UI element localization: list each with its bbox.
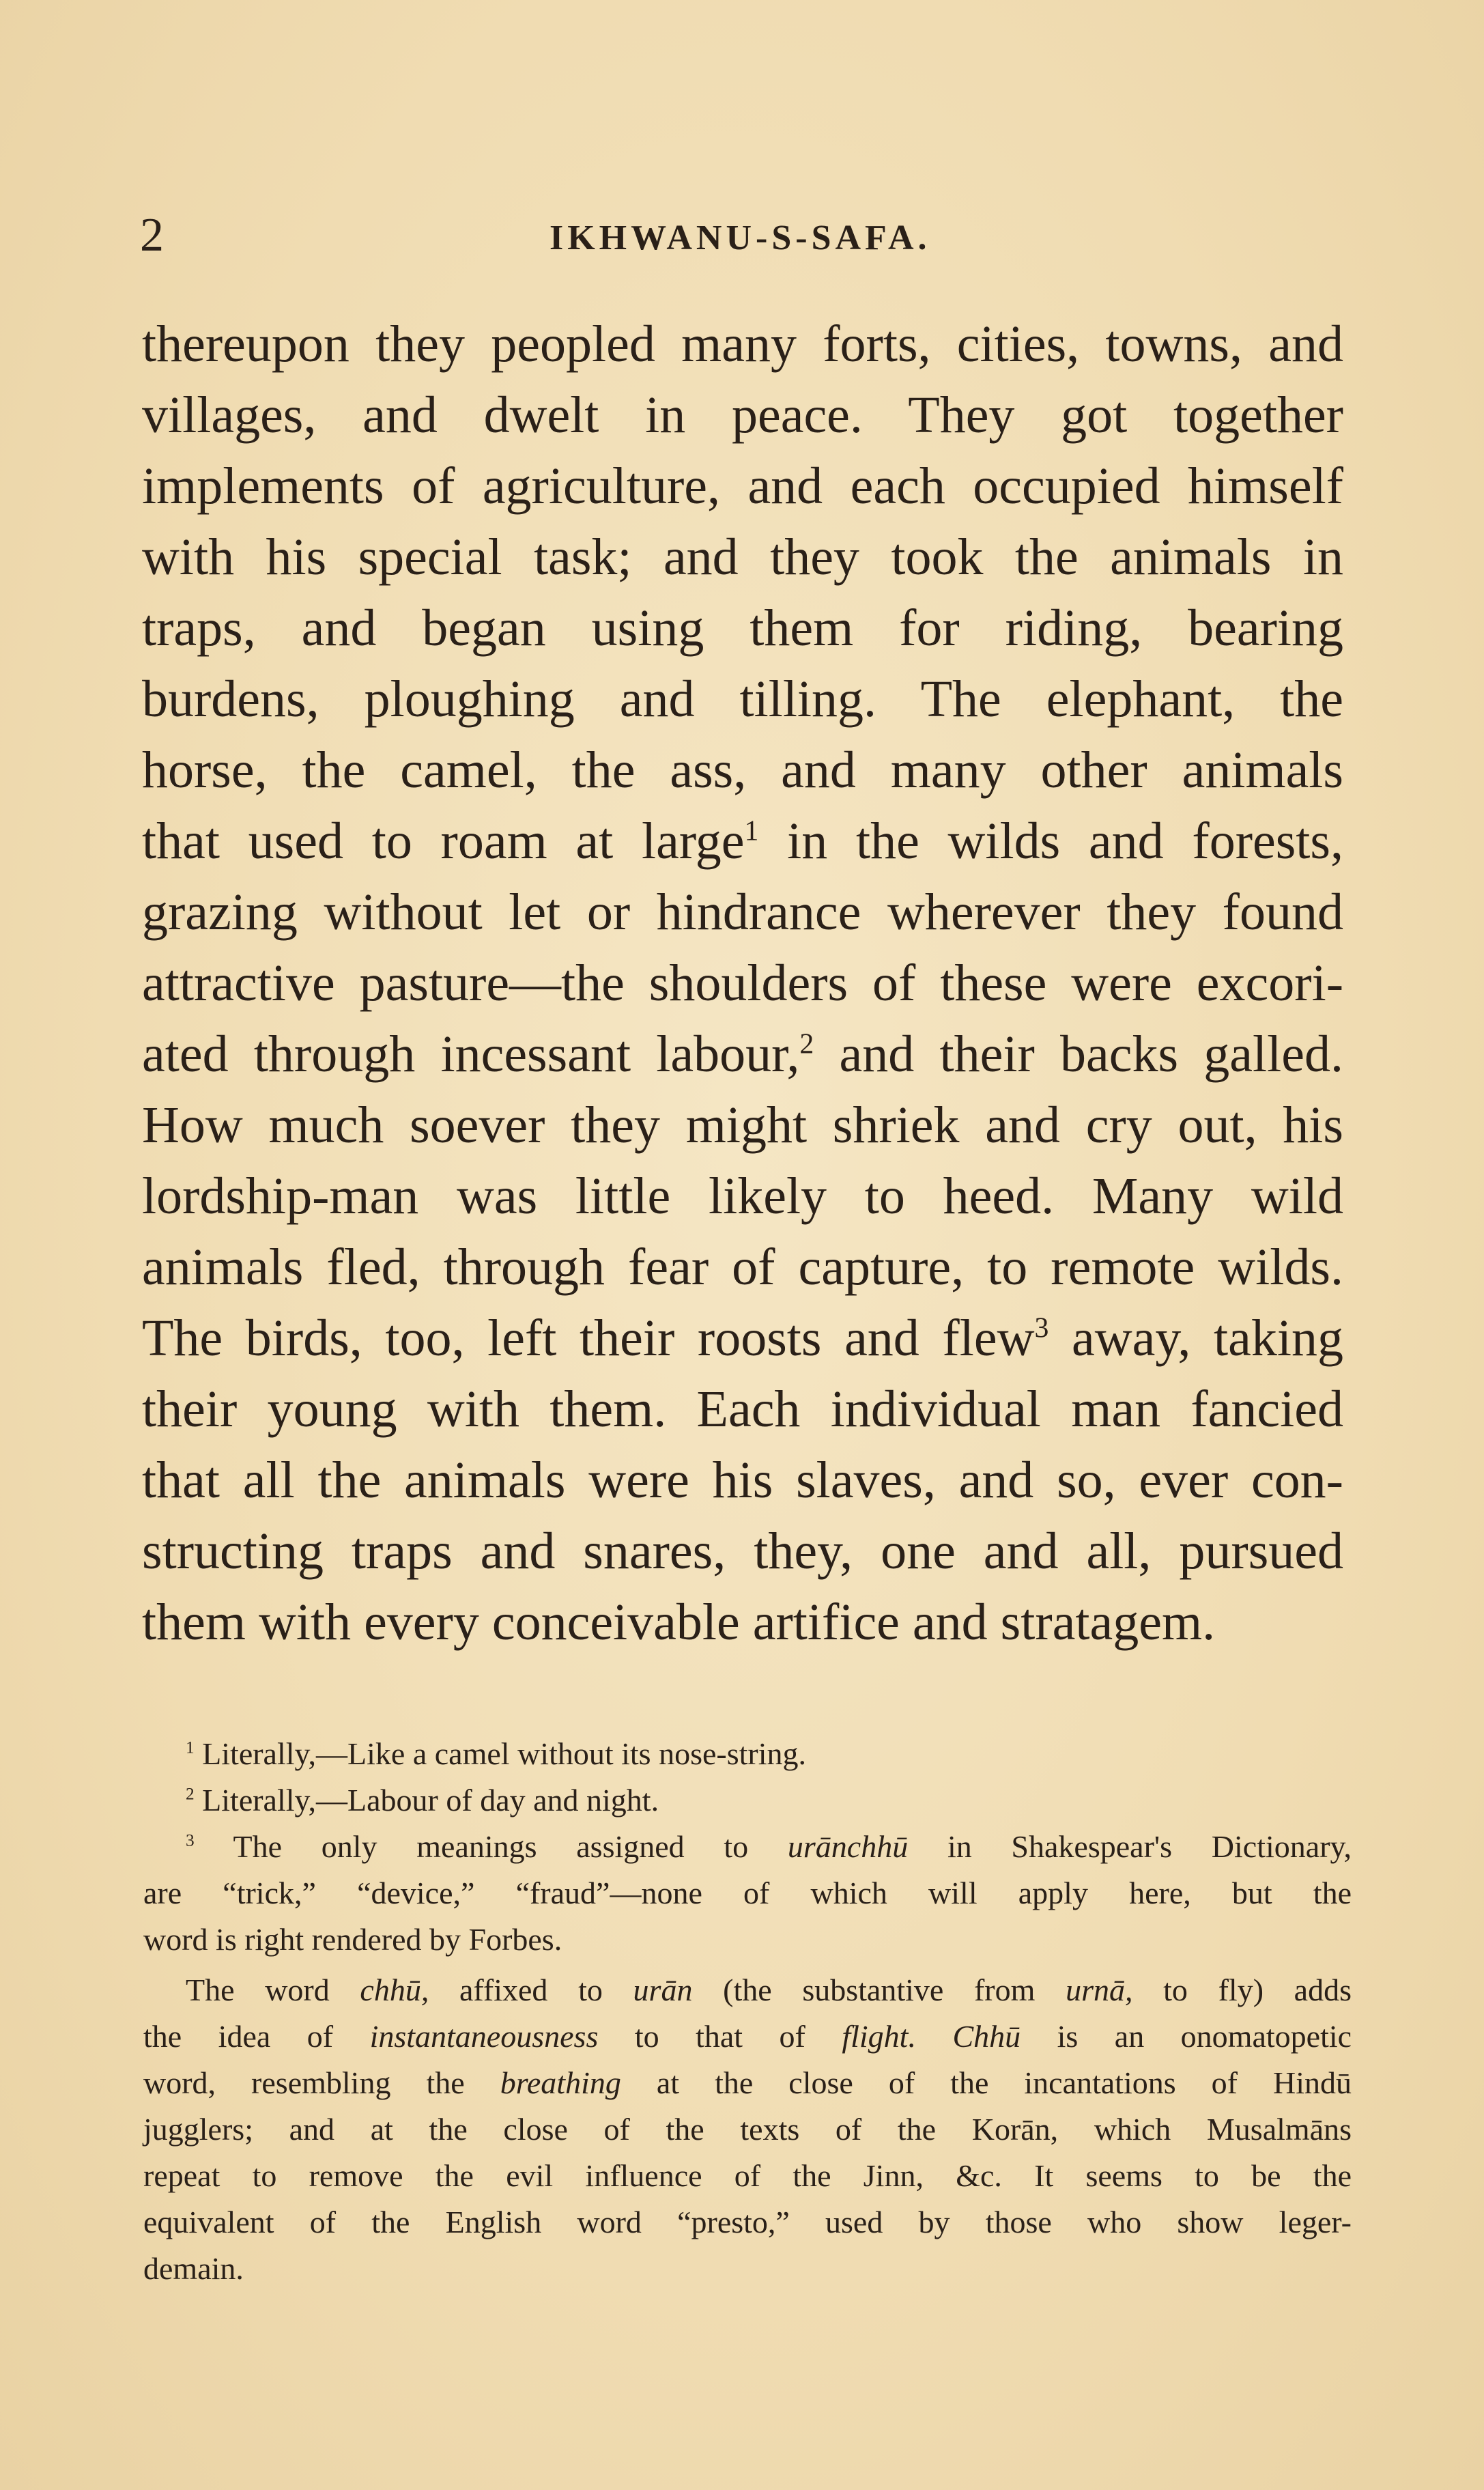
text-segment: in the wilds and forests, bbox=[787, 812, 1343, 870]
footnote-3-line bbox=[143, 1824, 1352, 1870]
text-line: lordship-man was little likely to heed. Many wild bbox=[142, 1168, 1343, 1225]
footnote-3-para2-line bbox=[143, 1967, 1352, 2013]
footnote-marker-2: 2 bbox=[186, 1784, 195, 1804]
footnote-text: the idea of bbox=[143, 2019, 334, 2054]
footnotes bbox=[143, 1731, 1352, 2292]
text-line: How much soever they might shriek and cry out, his bbox=[142, 1097, 1343, 1154]
running-title: IKHWANU-S-SAFA. bbox=[550, 218, 931, 257]
text-line: with his special task; and they took the animals in bbox=[142, 528, 1343, 586]
text-line-with-footnote-ref bbox=[142, 1019, 1343, 1090]
text-line: animals fled, through fear of capture, to remote wilds. bbox=[142, 1239, 1343, 1296]
footnote-3-para2-line: demain. bbox=[143, 2251, 244, 2286]
footnote-ref-2: 2 bbox=[799, 1028, 814, 1060]
text-line: burdens, ploughing and tilling. The elephant, the bbox=[142, 670, 1343, 728]
footnote-3-para2-line: jugglers; and at the close of the texts of the Korān, which Musalmāns bbox=[143, 2112, 1352, 2147]
text-line: villages, and dwelt in peace. They got together bbox=[142, 386, 1343, 444]
text-segment: and their backs galled. bbox=[839, 1025, 1343, 1083]
footnote-3-para2-line bbox=[143, 2013, 1352, 2060]
footnote-3-line: are “trick,” “device,” “fraud”—none of which will apply here, but the bbox=[143, 1876, 1352, 1910]
footnote-3-line: word is right rendered by Forbes. bbox=[143, 1922, 562, 1957]
footnote-text: The word bbox=[186, 1972, 330, 2007]
footnote-term: urānchhū bbox=[787, 1829, 909, 1864]
footnote-text: Literally,—Labour of day and night. bbox=[202, 1783, 659, 1817]
footnote-term: instantaneousness bbox=[369, 2019, 599, 2054]
text-line: that all the animals were his slaves, and so, ever con- bbox=[142, 1452, 1343, 1509]
text-segment: ated through incessant labour, bbox=[142, 1025, 800, 1083]
footnote-1 bbox=[143, 1731, 1352, 1777]
footnote-term: urnā, bbox=[1066, 1972, 1133, 2007]
text-line-with-footnote-ref bbox=[142, 1303, 1343, 1374]
text-line: attractive pasture—the shoulders of these were excori- bbox=[142, 954, 1343, 1012]
footnote-text: to fly) adds bbox=[1163, 1972, 1352, 2007]
footnote-term: Chhū bbox=[952, 2019, 1021, 2054]
text-line: thereupon they peopled many forts, cities, towns, and bbox=[142, 315, 1343, 373]
footnote-ref-3: 3 bbox=[1034, 1312, 1049, 1344]
footnote-text: The only meanings assigned to bbox=[233, 1829, 749, 1864]
footnote-text: to that of bbox=[634, 2019, 805, 2054]
text-line: grazing without let or hindrance wherever they found bbox=[142, 883, 1343, 941]
footnote-ref-1: 1 bbox=[744, 815, 759, 847]
footnote-3-para2-line: equivalent of the English word “presto,” used by those who show leger- bbox=[143, 2205, 1352, 2239]
text-line: their young with them. Each individual man fancied bbox=[142, 1381, 1343, 1438]
text-line-with-footnote-ref bbox=[142, 806, 1343, 877]
footnote-text: Literally,—Like a camel without its nose-string. bbox=[202, 1736, 807, 1771]
text-line: horse, the camel, the ass, and many other animals bbox=[142, 741, 1343, 799]
running-head bbox=[140, 205, 1362, 266]
footnote-2 bbox=[143, 1777, 1352, 1824]
text-line: implements of agriculture, and each occupied himself bbox=[142, 457, 1343, 515]
footnote-term: urān bbox=[633, 1972, 693, 2007]
footnote-text: is an onomatopetic bbox=[1057, 2019, 1352, 2054]
footnote-3-para2-line: repeat to remove the evil influence of the Jinn, &c. It seems to be the bbox=[143, 2158, 1352, 2193]
footnote-3-para2-line bbox=[143, 2060, 1352, 2106]
footnote-term: breathing bbox=[500, 2065, 621, 2100]
footnote-text: affixed to bbox=[459, 1972, 603, 2007]
footnote-text: word, resembling the bbox=[143, 2065, 465, 2100]
text-segment: that used to roam at large bbox=[142, 812, 745, 870]
text-line: them with every conceivable artifice and stratagem. bbox=[142, 1594, 1216, 1651]
text-line: structing traps and snares, they, one and all, pursued bbox=[142, 1523, 1343, 1580]
footnote-text: at the close of the incantations of Hindū bbox=[656, 2065, 1352, 2100]
footnote-term: chhū, bbox=[360, 1972, 429, 2007]
footnote-marker-1: 1 bbox=[186, 1738, 195, 1757]
footnote-text: (the substantive from bbox=[723, 1972, 1036, 2007]
footnote-text: in Shakespear's Dictionary, bbox=[947, 1829, 1352, 1864]
text-segment: away, taking bbox=[1072, 1310, 1343, 1367]
text-line: traps, and began using them for riding, bearing bbox=[142, 599, 1343, 657]
footnote-term: flight. bbox=[842, 2019, 916, 2054]
page-number: 2 bbox=[140, 209, 164, 261]
body-text bbox=[142, 309, 1343, 1658]
text-segment: The birds, too, left their roosts and flew bbox=[142, 1310, 1035, 1367]
footnote-marker-3: 3 bbox=[186, 1830, 195, 1850]
